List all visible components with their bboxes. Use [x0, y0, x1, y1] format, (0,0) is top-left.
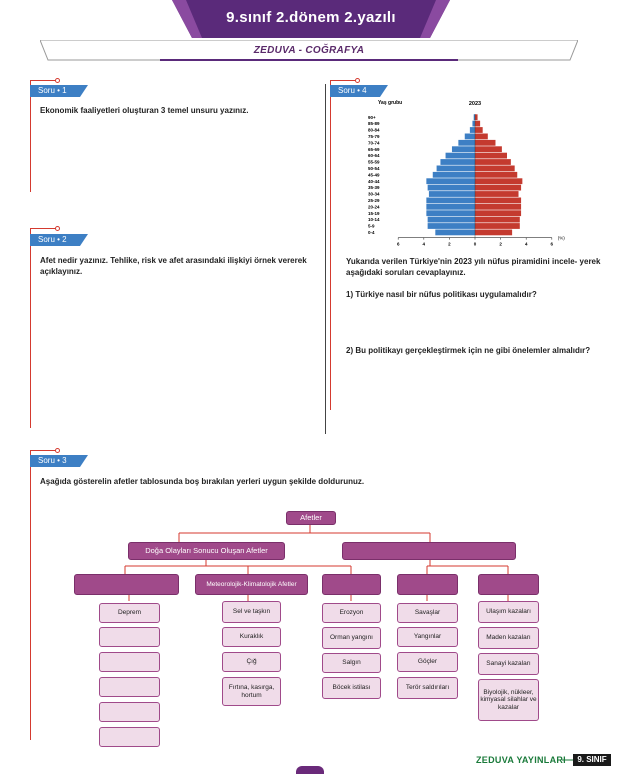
pyramid-age-label: 50-54	[368, 166, 380, 171]
tree-level1-natural: Doğa Olayları Sonucu Oluşan Afetler	[128, 542, 285, 560]
tree-level2-blank-2[interactable]	[322, 574, 381, 595]
pyramid-age-label: 80-84	[368, 127, 380, 133]
tree-level2-meteorological: Meteorolojik-Klimatolojik Afetler	[195, 574, 308, 595]
tree-leaf-blank[interactable]	[99, 627, 160, 647]
question-2-tag: Soru • 2	[30, 234, 80, 246]
pyramid-age-label: 5-9	[368, 223, 375, 229]
tree-leaf-blank[interactable]	[99, 702, 160, 722]
pyramid-age-label: 65-69	[368, 146, 380, 152]
question-4-intro: Yukarıda verilen Türkiye'nin 2023 yılı nüfus piramidini incele- yerek aşağıdaki soruları cevaplayınız.	[346, 257, 601, 277]
pyramid-age-label: 90+	[368, 114, 376, 120]
question-4-sub-1: 1) Türkiye nasıl bir nüfus politikası uygulamalıdır?	[346, 290, 537, 299]
pyramid-tick-label: 0	[473, 241, 477, 247]
pyramid-tick-label: 2	[448, 241, 451, 247]
pyramid-age-label: 30-34	[368, 191, 380, 197]
tree-level2-blank-3[interactable]	[397, 574, 458, 595]
pyramid-title: 2023	[468, 101, 482, 107]
tree-leaf: Fırtına, kasırga, hortum	[222, 677, 281, 706]
tree-leaf: Ulaşım kazaları	[478, 601, 539, 623]
tree-leaf: Kuraklık	[222, 627, 281, 647]
pyramid-tick-label: 6	[550, 241, 554, 247]
grade-badge: 9. SINIF	[573, 754, 611, 766]
question-3-text: Aşağıda gösterelin afetler tablosunda boş bırakılan yerleri uygun şekilde doldurunuz.	[40, 477, 365, 486]
pyramid-age-label: 15-19	[368, 210, 380, 216]
question-1-tag: Soru • 1	[30, 85, 80, 97]
tree-leaf: Biyolojik, nükleer, kimyasal silahlar ve kazalar	[478, 679, 539, 721]
tree-leaf: Erozyon	[322, 603, 381, 623]
pyramid-tick-label: 6	[396, 241, 400, 247]
pyramid-age-label: 55-59	[368, 159, 380, 165]
tree-leaf: Savaşlar	[397, 603, 458, 623]
pyramid-age-label: 25-29	[368, 198, 380, 203]
tree-leaf: Böcek istilası	[322, 677, 381, 699]
pyramid-tick-label: 4	[524, 241, 528, 247]
tree-level1-blank[interactable]	[342, 542, 516, 560]
pyramid-age-label: 75-79	[368, 134, 380, 139]
pyramid-tick-label: 4	[422, 241, 426, 247]
question-4-tag: Soru • 4	[330, 85, 380, 97]
tree-leaf: Çığ	[222, 652, 281, 672]
question-3-tag: Soru • 3	[30, 455, 80, 467]
tree-leaf-blank[interactable]	[99, 652, 160, 672]
tree-leaf: Deprem	[99, 603, 160, 623]
pyramid-age-label: 40-44	[368, 178, 380, 184]
pyramid-ylabel: Yaş grubu	[378, 100, 403, 106]
question-4-sub-2: 2) Bu politikayı gerçekleştirmek için ne gibi önelemler almalıdır?	[346, 346, 591, 355]
tree-leaf: Sanayi kazaları	[478, 653, 539, 675]
tree-leaf: Terör saldırıları	[397, 677, 458, 699]
pyramid-age-label: 0-4	[368, 230, 375, 235]
question-1-text: Ekonomik faaliyetleri oluşturan 3 temel unsuru yazınız.	[40, 106, 249, 115]
page-title: 9.sınıf 2.dönem 2.yazılı	[226, 9, 396, 26]
question-2-text: Afet nedir yazınız. Tehlike, risk ve afet arasındaki ilişkiyi örnek vererek açıklayınız.	[40, 256, 307, 276]
pyramid-tick-label: 2	[499, 241, 502, 247]
pyramid-age-label: 45-49	[368, 172, 380, 178]
pyramid-xlabel: (%)	[557, 235, 565, 241]
pyramid-age-label: 70-74	[368, 140, 380, 146]
tree-leaf: Salgın	[322, 653, 381, 673]
pyramid-age-label: 85-89	[368, 121, 380, 127]
tree-level2-blank-4[interactable]	[478, 574, 539, 595]
pyramid-age-label: 60-64	[368, 153, 380, 159]
tree-leaf-blank[interactable]	[99, 677, 160, 697]
pyramid-age-label: 35-39	[368, 185, 380, 191]
tree-leaf-blank[interactable]	[99, 727, 160, 747]
tree-root: Afetler	[286, 511, 336, 525]
tree-leaf: Maden kazaları	[478, 627, 539, 649]
tree-leaf: Göçler	[397, 652, 458, 672]
publisher-name: ZEDUVA YAYINLARI	[476, 755, 566, 765]
tree-leaf: Sel ve taşkın	[222, 601, 281, 623]
bottom-tab	[296, 766, 324, 774]
page-subtitle: ZEDUVA - COĞRAFYA	[253, 45, 365, 56]
tree-leaf: Yangınlar	[397, 627, 458, 647]
pyramid-age-label: 10-14	[368, 217, 380, 223]
pyramid-age-label: 20-24	[368, 204, 380, 210]
tree-level2-blank-1[interactable]	[74, 574, 179, 595]
tree-leaf: Orman yangını	[322, 627, 381, 649]
